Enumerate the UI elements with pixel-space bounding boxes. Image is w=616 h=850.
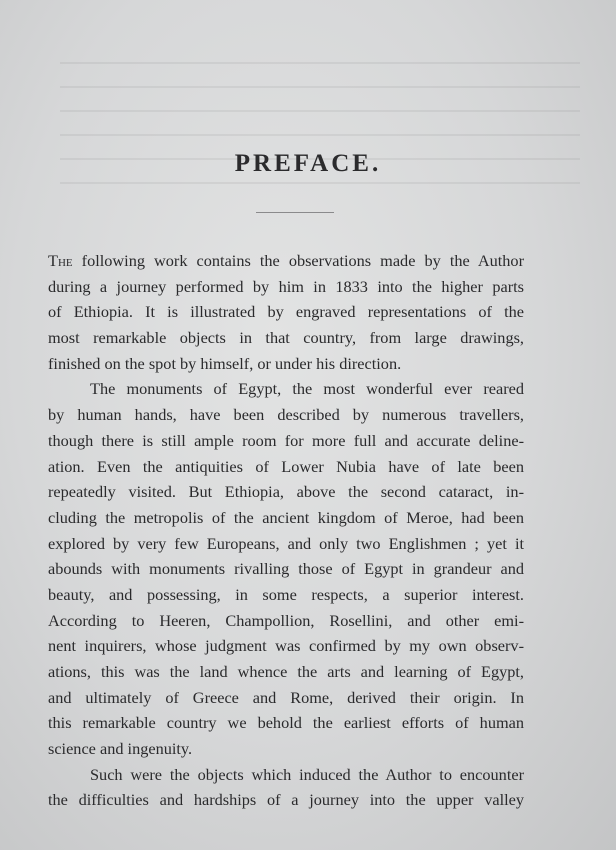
text-line: though there is still ample room for more full and accurate deline- (48, 430, 524, 450)
text-line: finished on the spot by himself, or under his direction. (48, 353, 402, 373)
text-line: this remarkable country we behold the earliest efforts of human (48, 713, 524, 733)
text-line: nent inquirers, whose judgment was confirmed by my own observ- (48, 636, 524, 656)
bleed-through (60, 40, 580, 220)
text-line: ation. Even the antiquities of Lower Nubia have of late been (48, 456, 524, 476)
page-title: PREFACE. (234, 150, 382, 177)
text-line: beauty, and possessing, in some respects, a superior interest. (48, 584, 524, 604)
text-line: most remarkable objects in that country, from large drawings, (48, 328, 524, 348)
preface-text (48, 248, 524, 813)
text-line: The following work contains the observations made by the Author (48, 251, 524, 270)
text-line: The monuments of Egypt, the most wonderful ever reared (90, 379, 524, 399)
text-line: ations, this was the land whence the arts and learning of Egypt, (48, 662, 524, 681)
text-line: repeatedly visited. But Ethiopia, above the second cataract, in- (48, 482, 524, 502)
text-line: of Ethiopia. It is illustrated by engraved representations of the (48, 302, 524, 322)
text-line: Such were the objects which induced the Author to encounter (90, 764, 524, 784)
text-line: According to Heeren, Champollion, Rosellini, and other emi- (48, 610, 524, 630)
text-line: abounds with monuments rivalling those of Egypt in grandeur and (48, 559, 524, 579)
text-line: and ultimately of Greece and Rome, derived their origin. In (48, 687, 524, 707)
text-line: cluding the metropolis of the ancient kingdom of Meroe, had been (48, 507, 524, 527)
title-rule (256, 212, 334, 213)
text-line: by human hands, have been described by numerous travellers, (48, 405, 524, 425)
text-line: during a journey performed by him in 1833 into the higher parts (48, 276, 524, 296)
lead-word: The (48, 251, 73, 270)
text-line: the difficulties and hardships of a journey into the upper valley (48, 790, 524, 810)
text-line: science and ingenuity. (48, 739, 193, 759)
text-line: explored by very few Europeans, and only two Englishmen ; yet it (48, 533, 524, 553)
